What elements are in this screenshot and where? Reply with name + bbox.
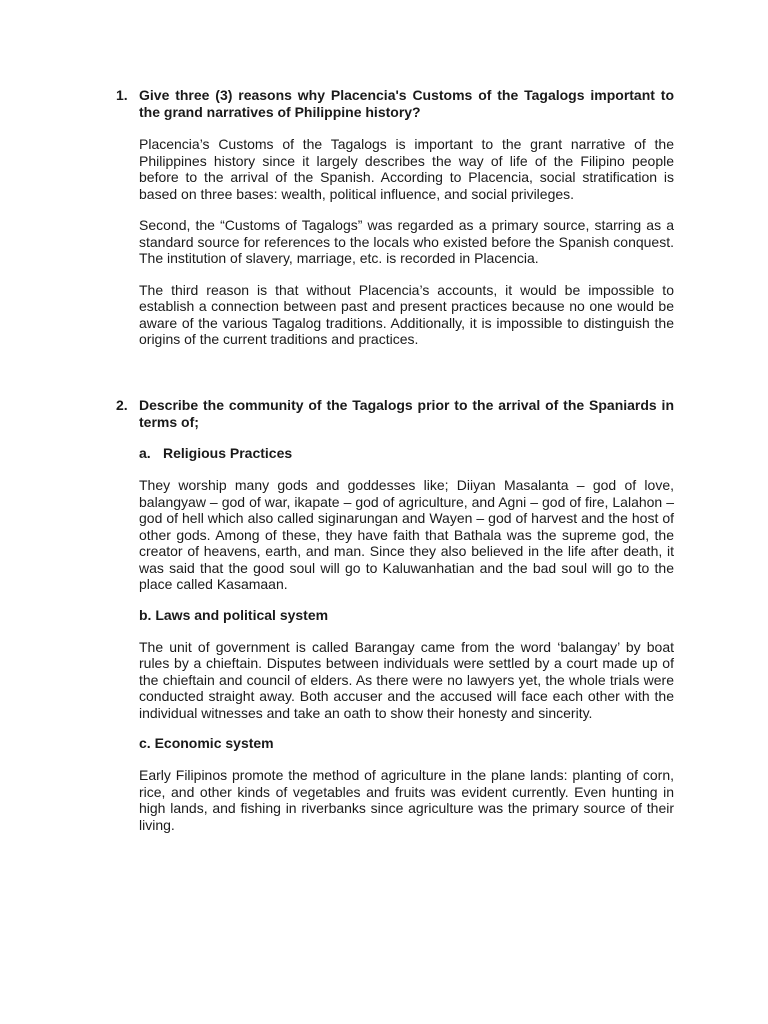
section-a-title: Religious Practices [163, 445, 293, 461]
section-b-title: Laws and political system [155, 606, 329, 623]
section-c-title: Economic system [154, 735, 274, 751]
question-1-heading [116, 87, 674, 121]
question-1-text: Give three (3) reasons why Placencia's Customs of the Tagalogs important to the grand narratives of Philippine history? [139, 87, 674, 120]
section-a-heading [139, 445, 674, 462]
answer-1-paragraph-1: Placencia’s Customs of the Tagalogs is important to the grant narrative of the Philippines history since it largely describes the way of life of the Filipino people before to the arrival of the Spanish. According to Placencia, social stratification is based on three bases: wealth, political influence, and social privileges. [139, 136, 674, 202]
question-1 [116, 87, 674, 348]
section-c-letter: c. [139, 735, 151, 751]
section-b-text: The unit of government is called Barangay came from the word ‘balangay’ by boat rules by a chieftain. Disputes between individuals were settled by a court made up of the chieftain and council of elders. As there were no lawyers yet, the whole trials were conducted straight away. Both accuser and the accused will face each other with the individual witnesses and take an oath to show their honesty and sincerity. [139, 638, 674, 721]
section-b-heading [139, 607, 674, 624]
section-a-letter: a. [139, 445, 151, 461]
question-1-answer [139, 136, 674, 348]
section-a-text: They worship many gods and goddesses like; Diiyan Masalanta – god of love, balangyaw – god of war, ikapate – god of agriculture, and Agni – god of fire, Lalahon – god of hell which also called siginarungan and Wayen – god of harvest and the host of other gods. Among of these, they have faith that Bathala was the supreme god, the creator of heavens, earth, and man. Since they also believed in the life after death, it was said that the good soul will go to Kaluwanhatian and the bad soul will go to the place called Kasamaan. [139, 477, 674, 592]
question-2 [116, 397, 674, 833]
question-2-text: Describe the community of the Tagalogs prior to the arrival of the Spaniards in terms of; [139, 397, 674, 430]
answer-1-paragraph-3: The third reason is that without Placencia’s accounts, it would be impossible to establish a connection between past and present practices because no one would be aware of the various Tagalog traditions. Additionally, it is impossible to distinguish the origins of the current traditions and practices. [139, 281, 674, 347]
section-c-heading [139, 735, 674, 752]
question-2-number: 2. [116, 397, 128, 413]
answer-1-paragraph-2: Second, the “Customs of Tagalogs” was regarded as a primary source, starring as a standard source for references to the locals who existed before the Spanish conquest. The institution of slavery, marriage, etc. is recorded in Placencia. [139, 217, 674, 266]
section-b-letter: b. [139, 606, 152, 623]
section-c-text: Early Filipinos promote the method of agriculture in the plane lands: planting of corn, rice, and other kinds of vegetables and fruits was evident currently. Even hunting in high lands, and fishing in riverbanks since agriculture was the primary source of their living. [139, 767, 674, 833]
question-1-number: 1. [116, 87, 128, 103]
question-2-heading [116, 397, 674, 431]
question-2-answer [139, 445, 674, 833]
